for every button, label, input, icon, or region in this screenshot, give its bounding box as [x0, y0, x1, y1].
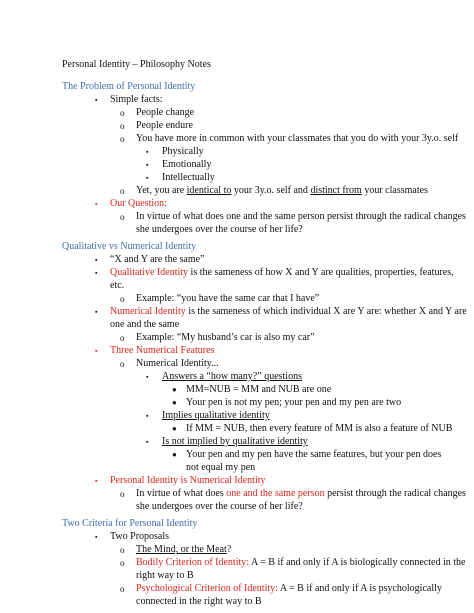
list-item-text: In virtue of what does one and the same person persist through the radical changes [136, 211, 466, 222]
circle-bullet-icon: o [120, 294, 125, 304]
square-bullet-icon: ▪ [146, 373, 149, 381]
list-item-text: connected in the right way to B [136, 596, 262, 607]
circle-bullet-icon: o [120, 558, 125, 568]
text-run: is the sameness of how X and Y are qualities, properties, features, [188, 267, 454, 278]
round-bullet-icon: ● [172, 398, 177, 407]
text-run: A = B if and only if A is biologically connected in the [249, 557, 466, 568]
square-bullet-icon: ▪ [95, 533, 98, 541]
list-item-text: Your pen is not my pen; your pen and my pen are two [186, 397, 402, 408]
list-item-text: Your pen and my pen have the same features, but your pen does [186, 449, 442, 460]
circle-bullet-icon: o [120, 584, 125, 594]
term-text: Qualitative Identity [110, 267, 189, 278]
list-item-text [136, 583, 442, 595]
list-item-text: Our Question: [110, 198, 167, 209]
list-item-text: Answers a “how many?” questions [162, 371, 302, 382]
square-bullet-icon: ▪ [146, 148, 149, 156]
list-item-text: Three Numerical Features [110, 345, 215, 356]
square-bullet-icon: ▪ [146, 438, 149, 446]
list-item-text: Intellectually [162, 172, 215, 183]
section-heading-text: Two Criteria for Personal Identity [62, 518, 198, 529]
text-run: your 3y.o. self and [231, 185, 311, 196]
term-text: Numerical Identity [110, 306, 186, 317]
text-run: persist through the radical changes [324, 488, 466, 499]
list-item-text [136, 488, 466, 500]
text-run: ? [226, 544, 232, 555]
circle-bullet-icon: o [120, 186, 125, 196]
text-run: is the sameness of which individual X are Y are: whether X and Y are [185, 306, 467, 317]
square-bullet-icon: ▪ [146, 174, 149, 182]
section-heading-text: Qualitative vs Numerical Identity [62, 241, 197, 252]
list-item-text: MM=NUB = MM and NUB are one [186, 384, 332, 395]
underlined-text: The Mind, or the Meat [136, 544, 227, 555]
circle-bullet-icon: o [120, 134, 125, 144]
circle-bullet-icon: o [120, 333, 125, 343]
text-run: Yet, you are [136, 185, 187, 196]
term-text: Bodily Criterion of Identity: [136, 557, 250, 568]
text-run: In virtue of what does [136, 488, 227, 499]
list-item-text [136, 557, 466, 569]
square-bullet-icon: ▪ [146, 161, 149, 169]
list-item-text: “X and Y are the same” [110, 254, 205, 265]
circle-bullet-icon: o [120, 121, 125, 131]
list-item-text [110, 267, 454, 279]
list-item-text: Emotionally [162, 159, 212, 170]
text-run: A = B if and only if A is psychologically [277, 583, 442, 594]
square-bullet-icon: ▪ [95, 256, 98, 264]
list-item-text: If MM = NUB, then every feature of MM is also a feature of NUB [186, 423, 453, 434]
list-item-text: People change [136, 107, 195, 118]
list-item-text: not equal my pen [186, 462, 256, 473]
circle-bullet-icon: o [120, 489, 125, 499]
term-text: Psychological Criterion of Identity: [136, 583, 278, 594]
list-item-text: she undergoes over the course of her life? [136, 224, 303, 235]
list-item-text: Two Proposals [110, 531, 170, 542]
section-heading-text: The Problem of Personal Identity [62, 81, 196, 92]
underlined-text: identical to [186, 185, 232, 196]
list-item-text: she undergoes over the course of her life? [136, 501, 303, 512]
circle-bullet-icon: o [120, 212, 125, 222]
term-text: one and the same person [226, 488, 325, 499]
circle-bullet-icon: o [120, 545, 125, 555]
square-bullet-icon: ▪ [95, 200, 98, 208]
list-item-text: Example: “My husband’s car is also my car” [136, 332, 315, 343]
square-bullet-icon: ▪ [146, 412, 149, 420]
square-bullet-icon: ▪ [95, 477, 98, 485]
square-bullet-icon: ▪ [95, 347, 98, 355]
list-item-text [136, 544, 231, 556]
list-item-text: etc. [110, 280, 125, 291]
square-bullet-icon: ▪ [95, 308, 98, 316]
list-item-text: Simple facts: [110, 94, 163, 105]
list-item-text: Personal Identity is Numerical Identity [110, 475, 266, 486]
list-item-text: Numerical Identity... [136, 358, 219, 369]
list-item-text: Physically [162, 146, 204, 157]
circle-bullet-icon: o [120, 108, 125, 118]
list-item-text: one and the same [110, 319, 180, 330]
text-run: your classmates [361, 185, 428, 196]
list-item-text: Implies qualitative identity [162, 410, 270, 421]
list-item-text: right way to B [136, 570, 194, 581]
list-item-text [110, 306, 467, 318]
circle-bullet-icon: o [120, 359, 125, 369]
list-item-text: Is not implied by qualitative identity [162, 436, 308, 447]
document-title-text: Personal Identity – Philosophy Notes [62, 59, 211, 70]
list-item-text [136, 185, 428, 197]
list-item-text: You have more in common with your classmates that you do with your 3y.o. self [136, 133, 459, 144]
round-bullet-icon: ● [172, 385, 177, 394]
square-bullet-icon: ▪ [95, 269, 98, 277]
round-bullet-icon: ● [172, 424, 177, 433]
square-bullet-icon: ▪ [95, 96, 98, 104]
round-bullet-icon: ● [172, 450, 177, 459]
underlined-text: distinct from [310, 185, 362, 196]
list-item-text: Example: “you have the same car that I have” [136, 293, 320, 304]
list-item-text: People endure [136, 120, 193, 131]
